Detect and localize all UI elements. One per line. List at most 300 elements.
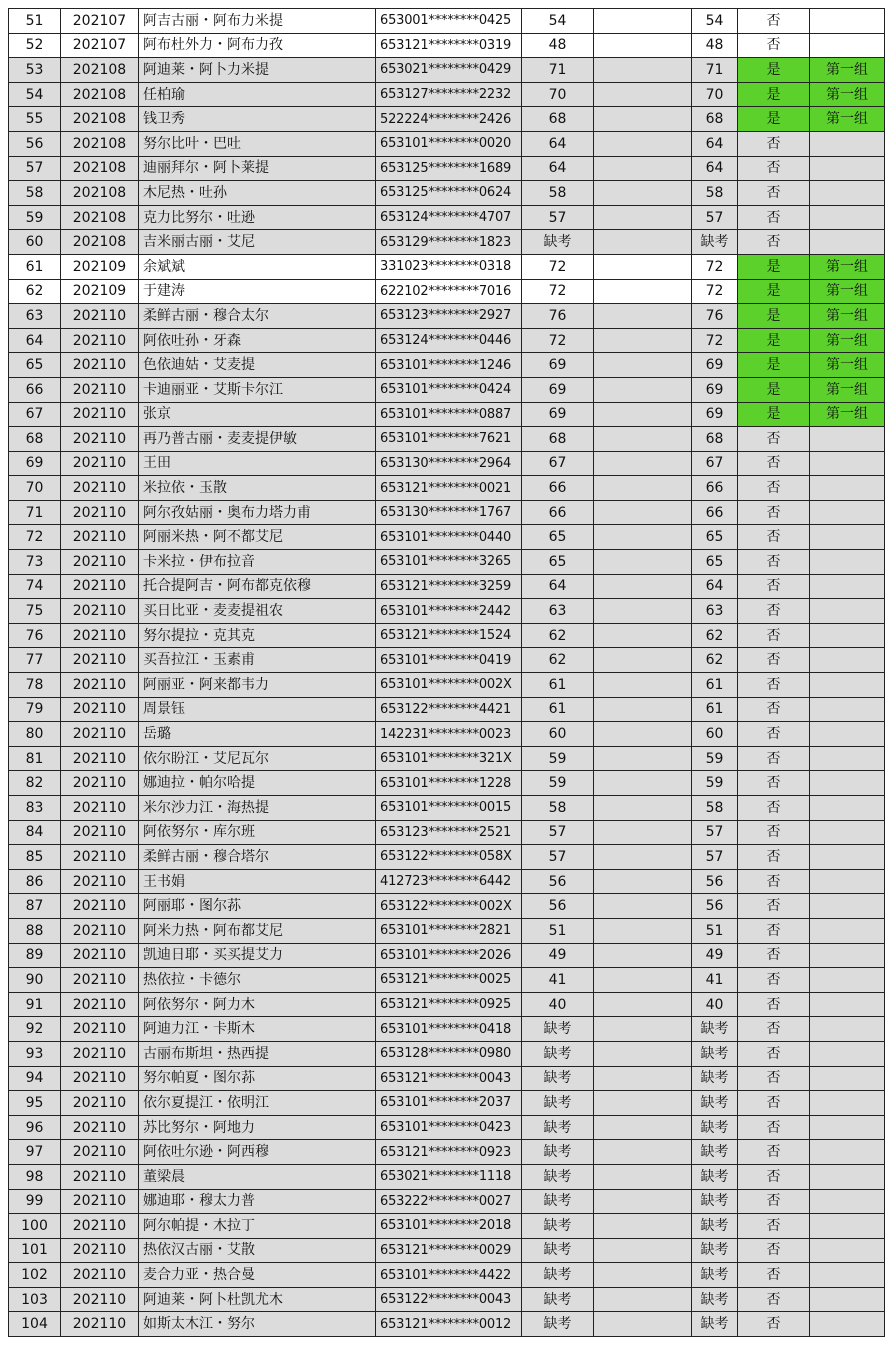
cell-position-code: 202110 (61, 820, 139, 845)
cell-name: 阿尔孜姑丽・奥布力塔力甫 (139, 500, 376, 525)
cell-group (810, 648, 885, 673)
cell-qualified: 否 (738, 1287, 810, 1312)
cell-total-score: 58 (692, 181, 738, 206)
cell-extra-score (594, 599, 692, 624)
cell-group (810, 550, 885, 575)
cell-name: 阿布杜外力・阿布力孜 (139, 33, 376, 58)
cell-written-score: 缺考 (522, 1066, 594, 1091)
cell-written-score: 缺考 (522, 1312, 594, 1337)
cell-qualified: 否 (738, 131, 810, 156)
cell-qualified: 否 (738, 992, 810, 1017)
cell-id-number: 653101********002X (376, 673, 522, 698)
cell-qualified: 否 (738, 230, 810, 255)
cell-number: 78 (9, 673, 61, 698)
cell-total-score: 64 (692, 131, 738, 156)
table-row (9, 1312, 885, 1337)
cell-name: 阿丽耶・图尔荪 (139, 894, 376, 919)
cell-group (810, 131, 885, 156)
cell-extra-score (594, 181, 692, 206)
table-row (9, 82, 885, 107)
table-row (9, 1041, 885, 1066)
table-row (9, 254, 885, 279)
cell-total-score: 69 (692, 377, 738, 402)
cell-qualified: 否 (738, 1189, 810, 1214)
cell-written-score: 57 (522, 205, 594, 230)
cell-number: 90 (9, 968, 61, 993)
cell-number: 102 (9, 1263, 61, 1288)
cell-written-score: 68 (522, 107, 594, 132)
cell-name: 吉米丽古丽・艾尼 (139, 230, 376, 255)
cell-written-score: 缺考 (522, 1041, 594, 1066)
cell-name: 热依汉古丽・艾散 (139, 1238, 376, 1263)
table-row (9, 353, 885, 378)
cell-id-number: 653101********4422 (376, 1263, 522, 1288)
cell-id-number: 653130********1767 (376, 500, 522, 525)
cell-written-score: 71 (522, 58, 594, 83)
cell-qualified: 否 (738, 525, 810, 550)
table-row (9, 328, 885, 353)
cell-name: 卡米拉・伊布拉音 (139, 550, 376, 575)
cell-number: 63 (9, 304, 61, 329)
cell-position-code: 202109 (61, 254, 139, 279)
cell-group (810, 1263, 885, 1288)
cell-qualified: 是 (738, 254, 810, 279)
cell-position-code: 202110 (61, 1017, 139, 1042)
table-row (9, 968, 885, 993)
cell-id-number: 653101********2026 (376, 943, 522, 968)
table-row (9, 845, 885, 870)
cell-qualified: 否 (738, 1115, 810, 1140)
cell-number: 72 (9, 525, 61, 550)
cell-id-number: 653122********002X (376, 894, 522, 919)
cell-qualified: 否 (738, 918, 810, 943)
cell-extra-score (594, 377, 692, 402)
table-row (9, 1140, 885, 1165)
cell-total-score: 66 (692, 500, 738, 525)
cell-total-score: 65 (692, 550, 738, 575)
cell-qualified: 否 (738, 845, 810, 870)
cell-extra-score (594, 1312, 692, 1337)
cell-qualified: 否 (738, 550, 810, 575)
table-row (9, 599, 885, 624)
cell-id-number: 653101********0424 (376, 377, 522, 402)
cell-number: 68 (9, 427, 61, 452)
cell-id-number: 653122********4421 (376, 697, 522, 722)
cell-id-number: 653124********4707 (376, 205, 522, 230)
cell-id-number: 653101********2037 (376, 1091, 522, 1116)
cell-position-code: 202110 (61, 1066, 139, 1091)
table-row (9, 1189, 885, 1214)
cell-position-code: 202107 (61, 33, 139, 58)
table-row (9, 427, 885, 452)
cell-group (810, 476, 885, 501)
cell-qualified: 否 (738, 894, 810, 919)
table-row (9, 1238, 885, 1263)
cell-group (810, 623, 885, 648)
cell-group (810, 181, 885, 206)
cell-name: 买日比亚・麦麦提祖农 (139, 599, 376, 624)
cell-number: 51 (9, 9, 61, 34)
cell-number: 60 (9, 230, 61, 255)
cell-extra-score (594, 9, 692, 34)
cell-qualified: 否 (738, 1263, 810, 1288)
cell-total-score: 41 (692, 968, 738, 993)
cell-number: 83 (9, 796, 61, 821)
cell-position-code: 202110 (61, 304, 139, 329)
cell-id-number: 653121********3259 (376, 574, 522, 599)
cell-position-code: 202110 (61, 1263, 139, 1288)
cell-extra-score (594, 746, 692, 771)
cell-total-score: 67 (692, 451, 738, 476)
cell-position-code: 202109 (61, 279, 139, 304)
cell-group: 第一组 (810, 402, 885, 427)
cell-id-number: 653124********0446 (376, 328, 522, 353)
cell-position-code: 202110 (61, 992, 139, 1017)
cell-total-score: 59 (692, 771, 738, 796)
cell-name: 阿依吐孙・牙森 (139, 328, 376, 353)
cell-id-number: 653101********2821 (376, 918, 522, 943)
cell-name: 董梁晨 (139, 1164, 376, 1189)
cell-extra-score (594, 820, 692, 845)
table-row (9, 131, 885, 156)
cell-written-score: 49 (522, 943, 594, 968)
cell-name: 柔鲜古丽・穆合塔尔 (139, 845, 376, 870)
cell-position-code: 202108 (61, 156, 139, 181)
cell-extra-score (594, 796, 692, 821)
cell-name: 柔鲜古丽・穆合太尔 (139, 304, 376, 329)
cell-qualified: 否 (738, 771, 810, 796)
cell-qualified: 否 (738, 1312, 810, 1337)
cell-total-score: 56 (692, 894, 738, 919)
cell-group: 第一组 (810, 377, 885, 402)
cell-total-score: 49 (692, 943, 738, 968)
cell-extra-score (594, 648, 692, 673)
cell-written-score: 缺考 (522, 1189, 594, 1214)
cell-group (810, 968, 885, 993)
cell-group (810, 894, 885, 919)
cell-number: 66 (9, 377, 61, 402)
cell-written-score: 66 (522, 476, 594, 501)
cell-name: 阿迪莱・阿卜力米提 (139, 58, 376, 83)
cell-written-score: 57 (522, 845, 594, 870)
cell-qualified: 否 (738, 574, 810, 599)
cell-position-code: 202108 (61, 131, 139, 156)
cell-extra-score (594, 1041, 692, 1066)
table-row (9, 943, 885, 968)
cell-position-code: 202110 (61, 427, 139, 452)
table-row (9, 1017, 885, 1042)
cell-name: 热依拉・卡德尔 (139, 968, 376, 993)
cell-written-score: 54 (522, 9, 594, 34)
cell-total-score: 48 (692, 33, 738, 58)
table-row (9, 796, 885, 821)
cell-written-score: 缺考 (522, 230, 594, 255)
cell-id-number: 653123********2521 (376, 820, 522, 845)
cell-total-score: 缺考 (692, 1140, 738, 1165)
cell-qualified: 否 (738, 697, 810, 722)
cell-group (810, 1164, 885, 1189)
cell-qualified: 否 (738, 205, 810, 230)
cell-total-score: 58 (692, 796, 738, 821)
cell-id-number: 653101********0887 (376, 402, 522, 427)
cell-number: 100 (9, 1214, 61, 1239)
cell-group: 第一组 (810, 328, 885, 353)
cell-extra-score (594, 1091, 692, 1116)
results-table (8, 8, 885, 1337)
cell-number: 97 (9, 1140, 61, 1165)
cell-group (810, 574, 885, 599)
cell-group (810, 992, 885, 1017)
cell-number: 54 (9, 82, 61, 107)
cell-extra-score (594, 1115, 692, 1140)
cell-number: 74 (9, 574, 61, 599)
cell-name: 依尔夏提江・依明江 (139, 1091, 376, 1116)
cell-written-score: 64 (522, 131, 594, 156)
cell-group (810, 451, 885, 476)
cell-group (810, 1238, 885, 1263)
table-row (9, 9, 885, 34)
table-row (9, 1263, 885, 1288)
cell-position-code: 202110 (61, 623, 139, 648)
cell-total-score: 57 (692, 845, 738, 870)
cell-name: 如斯太木江・努尔 (139, 1312, 376, 1337)
cell-group (810, 156, 885, 181)
table-row (9, 894, 885, 919)
cell-written-score: 62 (522, 623, 594, 648)
cell-written-score: 69 (522, 377, 594, 402)
cell-position-code: 202110 (61, 796, 139, 821)
cell-extra-score (594, 525, 692, 550)
cell-name: 依尔盼江・艾尼瓦尔 (139, 746, 376, 771)
cell-id-number: 653222********0027 (376, 1189, 522, 1214)
cell-number: 91 (9, 992, 61, 1017)
cell-total-score: 缺考 (692, 1115, 738, 1140)
cell-qualified: 否 (738, 1066, 810, 1091)
cell-id-number: 653125********1689 (376, 156, 522, 181)
cell-extra-score (594, 328, 692, 353)
cell-extra-score (594, 771, 692, 796)
cell-written-score: 缺考 (522, 1017, 594, 1042)
cell-qualified: 否 (738, 722, 810, 747)
cell-written-score: 70 (522, 82, 594, 107)
cell-number: 62 (9, 279, 61, 304)
cell-written-score: 62 (522, 648, 594, 673)
cell-id-number: 622102********7016 (376, 279, 522, 304)
cell-extra-score (594, 550, 692, 575)
cell-position-code: 202110 (61, 894, 139, 919)
cell-extra-score (594, 476, 692, 501)
cell-extra-score (594, 1164, 692, 1189)
cell-qualified: 否 (738, 820, 810, 845)
cell-qualified: 是 (738, 82, 810, 107)
cell-name: 阿依吐尔逊・阿西穆 (139, 1140, 376, 1165)
cell-number: 71 (9, 500, 61, 525)
cell-total-score: 68 (692, 107, 738, 132)
cell-position-code: 202110 (61, 1189, 139, 1214)
cell-id-number: 653128********0980 (376, 1041, 522, 1066)
cell-total-score: 63 (692, 599, 738, 624)
cell-group: 第一组 (810, 107, 885, 132)
cell-number: 64 (9, 328, 61, 353)
table-row (9, 1091, 885, 1116)
cell-name: 岳璐 (139, 722, 376, 747)
cell-qualified: 否 (738, 33, 810, 58)
cell-id-number: 653122********0043 (376, 1287, 522, 1312)
cell-position-code: 202110 (61, 353, 139, 378)
cell-position-code: 202110 (61, 328, 139, 353)
cell-qualified: 是 (738, 377, 810, 402)
table-row (9, 1115, 885, 1140)
cell-id-number: 653130********2964 (376, 451, 522, 476)
cell-position-code: 202110 (61, 1041, 139, 1066)
cell-name: 买吾拉江・玉素甫 (139, 648, 376, 673)
cell-group (810, 9, 885, 34)
cell-qualified: 否 (738, 9, 810, 34)
cell-number: 86 (9, 869, 61, 894)
table-row (9, 918, 885, 943)
cell-written-score: 66 (522, 500, 594, 525)
cell-group (810, 1287, 885, 1312)
cell-position-code: 202110 (61, 673, 139, 698)
table-row (9, 402, 885, 427)
cell-total-score: 缺考 (692, 1017, 738, 1042)
cell-total-score: 缺考 (692, 1164, 738, 1189)
cell-position-code: 202110 (61, 648, 139, 673)
cell-written-score: 63 (522, 599, 594, 624)
cell-id-number: 653121********0923 (376, 1140, 522, 1165)
table-row (9, 869, 885, 894)
cell-group (810, 746, 885, 771)
table-row (9, 230, 885, 255)
cell-group: 第一组 (810, 58, 885, 83)
cell-id-number: 653121********0021 (376, 476, 522, 501)
cell-id-number: 653129********1823 (376, 230, 522, 255)
cell-group (810, 500, 885, 525)
cell-name: 迪丽拜尔・阿卜莱提 (139, 156, 376, 181)
cell-number: 98 (9, 1164, 61, 1189)
table-row (9, 771, 885, 796)
cell-extra-score (594, 869, 692, 894)
cell-group (810, 869, 885, 894)
cell-written-score: 51 (522, 918, 594, 943)
cell-name: 阿依努尔・阿力木 (139, 992, 376, 1017)
cell-number: 61 (9, 254, 61, 279)
cell-total-score: 72 (692, 279, 738, 304)
cell-extra-score (594, 845, 692, 870)
table-row (9, 58, 885, 83)
cell-id-number: 653101********0418 (376, 1017, 522, 1042)
cell-written-score: 64 (522, 156, 594, 181)
cell-written-score: 缺考 (522, 1140, 594, 1165)
cell-name: 色依迪姑・艾麦提 (139, 353, 376, 378)
cell-name: 阿丽亚・阿来都韦力 (139, 673, 376, 698)
table-row (9, 33, 885, 58)
cell-name: 余斌斌 (139, 254, 376, 279)
cell-position-code: 202108 (61, 230, 139, 255)
cell-total-score: 76 (692, 304, 738, 329)
cell-position-code: 202107 (61, 9, 139, 34)
cell-extra-score (594, 722, 692, 747)
cell-number: 87 (9, 894, 61, 919)
cell-position-code: 202110 (61, 451, 139, 476)
table-row (9, 1287, 885, 1312)
cell-extra-score (594, 107, 692, 132)
cell-id-number: 653101********0015 (376, 796, 522, 821)
cell-extra-score (594, 131, 692, 156)
cell-group (810, 599, 885, 624)
cell-number: 82 (9, 771, 61, 796)
cell-written-score: 65 (522, 525, 594, 550)
cell-written-score: 缺考 (522, 1164, 594, 1189)
cell-total-score: 61 (692, 697, 738, 722)
cell-name: 王书娟 (139, 869, 376, 894)
cell-written-score: 40 (522, 992, 594, 1017)
cell-position-code: 202110 (61, 1140, 139, 1165)
cell-total-score: 缺考 (692, 1263, 738, 1288)
cell-group: 第一组 (810, 82, 885, 107)
cell-extra-score (594, 1189, 692, 1214)
table-row (9, 525, 885, 550)
cell-number: 69 (9, 451, 61, 476)
cell-extra-score (594, 353, 692, 378)
cell-name: 阿尔帕提・木拉丁 (139, 1214, 376, 1239)
cell-written-score: 65 (522, 550, 594, 575)
cell-written-score: 缺考 (522, 1214, 594, 1239)
cell-id-number: 653001********0425 (376, 9, 522, 34)
cell-written-score: 69 (522, 353, 594, 378)
cell-number: 85 (9, 845, 61, 870)
cell-id-number: 653101********3265 (376, 550, 522, 575)
cell-number: 76 (9, 623, 61, 648)
cell-written-score: 69 (522, 402, 594, 427)
cell-name: 麦合力亚・热合曼 (139, 1263, 376, 1288)
cell-id-number: 653101********1246 (376, 353, 522, 378)
cell-number: 88 (9, 918, 61, 943)
cell-qualified: 否 (738, 476, 810, 501)
cell-group (810, 918, 885, 943)
cell-id-number: 653101********1228 (376, 771, 522, 796)
cell-extra-score (594, 156, 692, 181)
cell-total-score: 缺考 (692, 230, 738, 255)
cell-group (810, 205, 885, 230)
cell-id-number: 653101********0020 (376, 131, 522, 156)
cell-total-score: 68 (692, 427, 738, 452)
table-row (9, 107, 885, 132)
cell-group (810, 673, 885, 698)
cell-group (810, 525, 885, 550)
cell-name: 阿迪莱・阿卜杜凯尤木 (139, 1287, 376, 1312)
cell-number: 92 (9, 1017, 61, 1042)
cell-extra-score (594, 1066, 692, 1091)
table-row (9, 476, 885, 501)
cell-written-score: 72 (522, 279, 594, 304)
cell-written-score: 72 (522, 328, 594, 353)
cell-written-score: 缺考 (522, 1115, 594, 1140)
cell-position-code: 202108 (61, 82, 139, 107)
table-row (9, 304, 885, 329)
cell-id-number: 412723********6442 (376, 869, 522, 894)
cell-written-score: 67 (522, 451, 594, 476)
cell-extra-score (594, 574, 692, 599)
cell-total-score: 缺考 (692, 1287, 738, 1312)
cell-written-score: 56 (522, 894, 594, 919)
cell-qualified: 否 (738, 156, 810, 181)
cell-extra-score (594, 1017, 692, 1042)
cell-extra-score (594, 1214, 692, 1239)
cell-written-score: 59 (522, 746, 594, 771)
cell-total-score: 72 (692, 254, 738, 279)
cell-group (810, 820, 885, 845)
